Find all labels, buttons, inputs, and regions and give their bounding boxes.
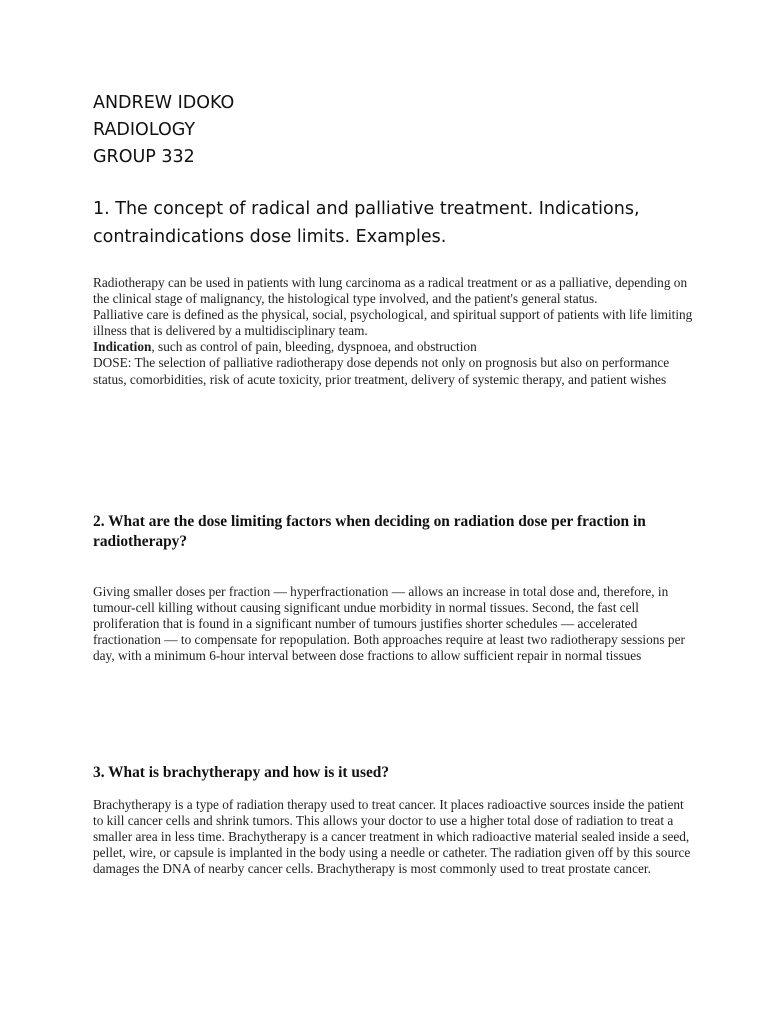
section1-paragraph-radiotherapy: Radiotherapy can be used in patients with lung carcinoma as a radical treatment or as a palliative, depending on the clinical stage of malignancy, the histological type involved, and the patient's general status. [93, 275, 688, 307]
section2-body [93, 584, 693, 664]
document-header [93, 90, 234, 171]
section3-body [93, 797, 693, 877]
section2-heading: 2. What are the dose limiting factors when deciding on radiation dose per fraction in radiotherapy? [93, 513, 646, 550]
section3-paragraph: Brachytherapy is a type of radiation therapy used to treat cancer. It places radioactive sources inside the patient to kill cancer cells and shrink tumors. This allows your doctor to use a higher total dose of radiation to treat a smaller area in less time. Brachytherapy is a cancer treatment in which radioactive material sealed inside a seed, pellet, wire, or capsule is implanted in the body using a needle or catheter. The radiation given off by this source damages the DNA of nearby cancer cells. Brachytherapy is most commonly used to treat prostate cancer. [93, 797, 691, 877]
indication-text: , such as control of pain, bleeding, dyspnoea, and obstruction [151, 339, 477, 355]
section1-indication [93, 339, 693, 355]
section3-heading: 3. What is brachytherapy and how is it used? [93, 764, 390, 781]
section1-heading: 1. The concept of radical and palliative treatment. Indications, contraindications dose limits. Examples. [93, 199, 640, 247]
section1-paragraph-palliative: Palliative care is defined as the physical, social, psychological, and spiritual support of patients with life limiting illness that is delivered by a multidisciplinary team. [93, 307, 693, 339]
section1-body [93, 275, 693, 388]
indication-label: Indication [93, 339, 152, 355]
section2-paragraph: Giving smaller doses per fraction — hyperfractionation — allows an increase in total dose and, therefore, in tumour-cell killing without causing significant undue morbidity in normal tissues. Second, the fast cell proliferation that is found in a significant number of tumours justifies shorter schedules — accelerated fractionation — to compensate for repopulation. Both approaches require at least two radiotherapy sessions per day, with a minimum 6-hour interval between dose fractions to allow sufficient repair in normal tissues [93, 584, 685, 664]
section1-dose: DOSE: The selection of palliative radiotherapy dose depends not only on prognosis but also on performance status, comorbidities, risk of acute toxicity, prior treatment, delivery of systemic therapy, and patient wishes [93, 355, 670, 387]
author-name: ANDREW IDOKO [93, 93, 235, 113]
subject-line: RADIOLOGY [93, 120, 196, 140]
group-line: GROUP 332 [93, 147, 195, 167]
